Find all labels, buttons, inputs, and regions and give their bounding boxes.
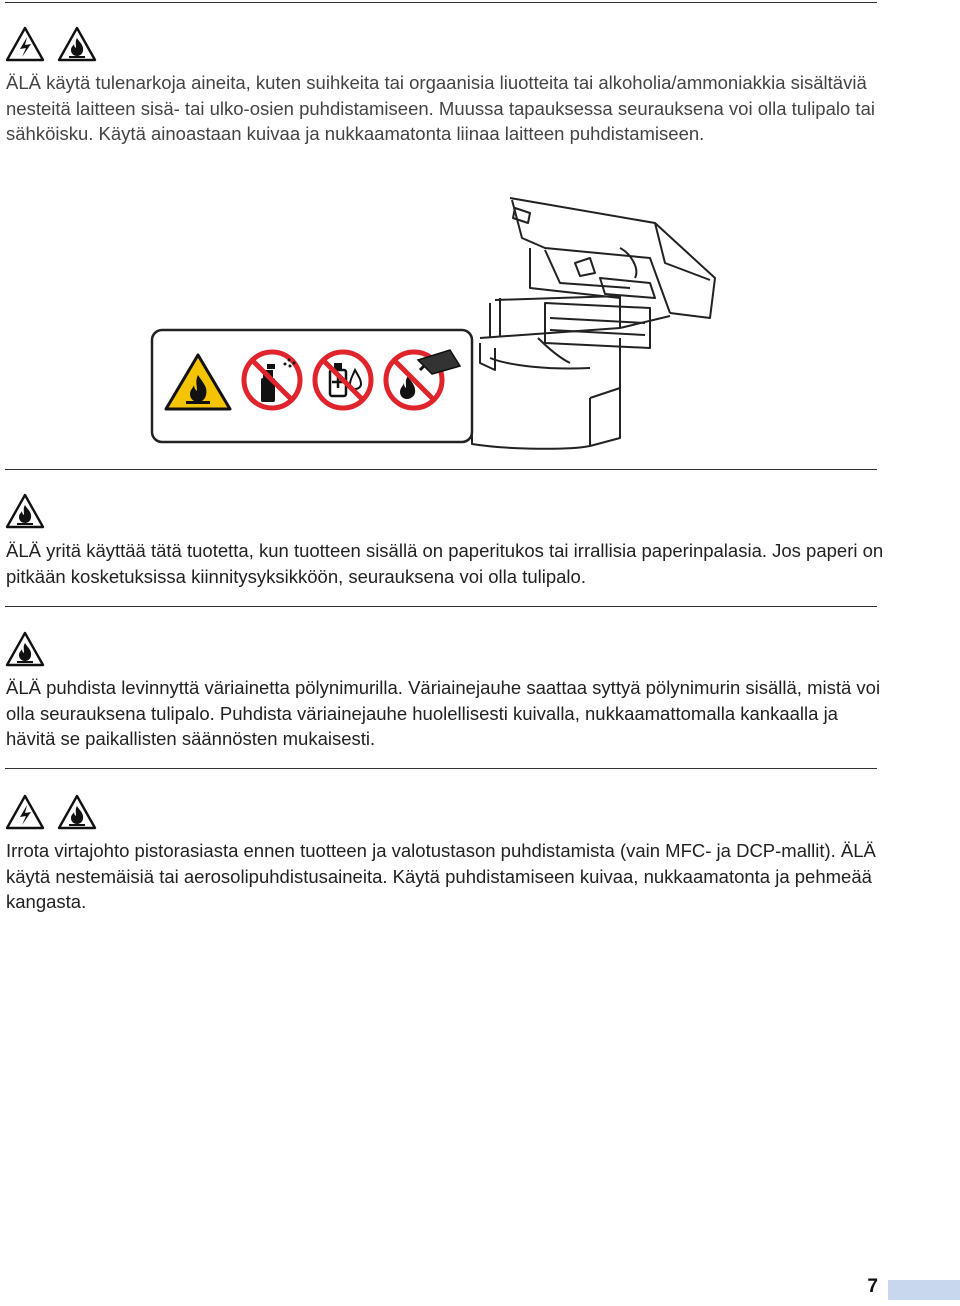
no-spray-icon <box>244 352 300 408</box>
top-rule <box>5 2 877 3</box>
section-rule-3 <box>5 768 877 769</box>
no-liquid-cleaner-icon <box>315 352 371 408</box>
warning-2-icons <box>5 493 45 529</box>
warning-4-icons <box>5 794 97 830</box>
fire-hazard-icon <box>5 493 45 529</box>
fire-hazard-icon <box>57 794 97 830</box>
printer-illustration <box>472 198 715 449</box>
electric-hazard-icon <box>5 794 45 830</box>
section-rule-2 <box>5 606 877 607</box>
warning-3-text: ÄLÄ puhdista levinnyttä väriainetta pölynimurilla. Väriainejauhe saattaa syttyä pölynimurin sisällä, mistä voi olla seurauksena tulipalo. Puhdista väriainejauhe huolellisesti kuivalla, nukkaamattomalla kankaalla ja hävitä se paikallisten säännösten mukaisesti. <box>6 677 881 749</box>
warning-3-icons <box>5 631 45 667</box>
fire-hazard-icon <box>5 631 45 667</box>
page-number: 7 <box>867 1276 878 1297</box>
page-tab <box>888 1280 960 1300</box>
printer-cleaning-figure <box>150 188 720 453</box>
warning-1-icons <box>5 26 97 62</box>
electric-hazard-icon <box>5 26 45 62</box>
fire-hazard-icon <box>57 26 97 62</box>
warning-4-text: Irrota virtajohto pistorasiasta ennen tuotteen ja valotustason puhdistamista (vain MFC- ja DCP-mallit). ÄLÄ käytä nestemäisiä tai aerosolipuhdistusaineita. Käytä puhdistamiseen kuivaa, nukkaamatonta ja pehmeää kangasta. <box>6 840 876 912</box>
warning-2-text: ÄLÄ yritä käyttää tätä tuotetta, kun tuotteen sisällä on paperitukos tai irrallisia paperinpalasia. Jos paperi on pitkään kosketuksissa kiinnitysyksikköön, seurauksena voi olla tulipalo. <box>6 540 884 587</box>
section-rule-1 <box>5 469 877 470</box>
warning-1-text: ÄLÄ käytä tulenarkoja aineita, kuten suihkeita tai orgaanisia liuotteita tai alkoholia/ammoniakkia sisältäviä nesteitä laitteen sisä- tai ulko-osien puhdistamiseen. Muussa tapauksessa seurauksena voi olla tulipalo tai sähköisku. Käytä ainoastaan kuivaa ja nukkaamatonta liinaa laitteen puhdistamiseen. <box>6 72 875 144</box>
